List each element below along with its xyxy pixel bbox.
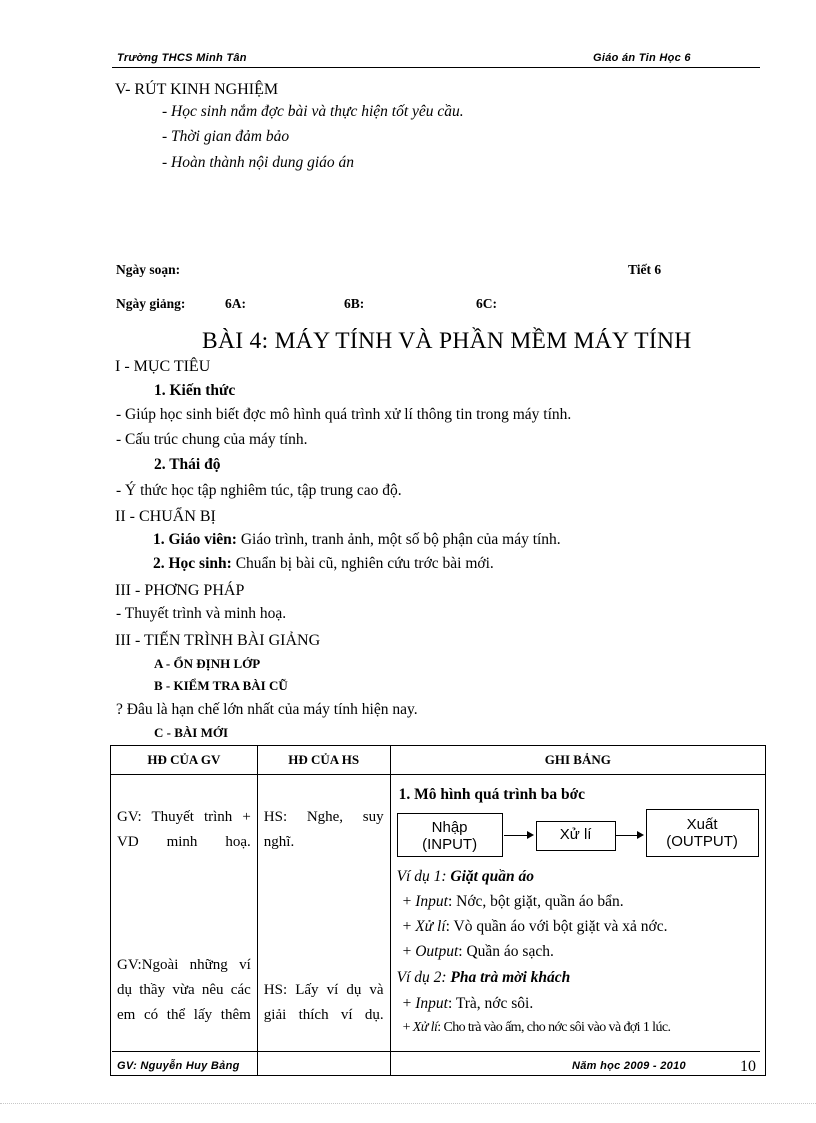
- col-header-board: GHI BẢNG: [390, 746, 765, 775]
- teacher-activity-2: GV:Ngoài những ví dụ thầy vừa nêu các em có thể lấy thêm: [117, 957, 251, 1023]
- teacher-prep: [153, 531, 561, 549]
- experience-item-1: - Học sinh nắm đợc bài và thực hiện tốt yêu cầu.: [162, 103, 464, 120]
- review-question: ? Đâu là hạn chế lớn nhất của máy tính hiện nay.: [116, 701, 418, 718]
- example-1-output: + Output: Quần áo sạch.: [402, 943, 554, 960]
- page-number: 10: [740, 1058, 756, 1075]
- arrowhead-2: [637, 831, 644, 839]
- arrowhead-1: [527, 831, 534, 839]
- arrow-input-process: [504, 835, 527, 836]
- knowledge-item-1: - Giúp học sinh biết đợc mô hình quá trình xử lí thông tin trong máy tính.: [116, 406, 572, 423]
- period-label: Tiết 6: [628, 262, 662, 277]
- student-prep-text: Chuẩn bị bài cũ, nghiên cứu trớc bài mới.: [231, 555, 494, 572]
- board-cell: [390, 775, 765, 1076]
- header-subject: Giáo án Tin Học 6: [593, 52, 691, 64]
- class-6a: 6A:: [225, 296, 246, 311]
- student-prep-label: 2. Học sinh:: [153, 555, 232, 572]
- experience-title: V- RÚT KINH NGHIỆM: [115, 81, 279, 98]
- experience-item-2: - Thời gian đảm bảo: [162, 128, 290, 145]
- page-edge-divider: [0, 1103, 816, 1104]
- knowledge-item-2: - Cấu trúc chung của máy tính.: [116, 431, 308, 448]
- teacher-activity-1: GV: Thuyết trình + VD minh hoạ.: [117, 809, 251, 850]
- example-2-process-text: : Cho trà vào ấm, cho nớc sôi vào và đợi 1 lúc.: [437, 1020, 671, 1035]
- header-rule: [112, 67, 760, 68]
- input-box-line-1: Nhập: [431, 819, 468, 836]
- process-box: Xử lí: [536, 821, 616, 851]
- example-1-title: Giặt quần áo: [450, 868, 534, 885]
- teacher-prep-label: 1. Giáo viên:: [153, 531, 237, 548]
- step-c: C - BÀI MỚI: [154, 725, 229, 740]
- teacher-cell: [111, 775, 258, 1076]
- example-2-heading: [397, 969, 571, 987]
- attitude-item-1: - Ý thức học tập nghiêm túc, tập trung cao độ.: [116, 482, 402, 499]
- model-title: 1. Mô hình quá trình ba bớc: [398, 786, 586, 803]
- example-1-output-label: Output: [415, 943, 459, 960]
- student-activity-1: HS: Nghe, suy nghĩ.: [263, 809, 384, 850]
- table-row: [111, 775, 766, 1076]
- class-6c: 6C:: [476, 296, 497, 311]
- student-cell: [257, 775, 390, 1076]
- example-1-input: + Input: Nớc, bột giặt, quần áo bẩn.: [402, 893, 624, 910]
- example-2-process-label: Xử lí: [412, 1020, 438, 1035]
- footer-teacher: GV: Nguyễn Huy Bảng: [117, 1060, 240, 1072]
- method-text: - Thuyết trình và minh hoạ.: [116, 605, 287, 622]
- col-header-student: HĐ CỦA HS: [257, 746, 390, 775]
- experience-item-3: - Hoàn thành nội dung giáo án: [162, 154, 355, 171]
- output-box: [646, 809, 759, 857]
- arrow-process-output: [615, 835, 637, 836]
- output-box-line-1: Xuất: [686, 816, 718, 833]
- example-1-label: Ví dụ 1: [396, 868, 442, 885]
- date-taught-label: Ngày giảng:: [116, 296, 186, 311]
- example-1-process-label: Xử lí: [415, 918, 446, 935]
- example-1-process: + Xử lí: Vò quần áo với bột giặt và xả nớc.: [402, 918, 668, 935]
- example-1-heading: Ví dụ 1: Giặt quần áo: [396, 868, 534, 885]
- example-2-input-text: : Trà, nớc sôi.: [447, 995, 534, 1012]
- example-1-input-text: : Nớc, bột giặt, quần áo bẩn.: [447, 893, 624, 910]
- example-2-title: Pha trà mời khách: [450, 969, 571, 986]
- objectives-title: I - MỤC TIÊU: [115, 358, 211, 375]
- input-box-line-2: (INPUT): [422, 836, 478, 853]
- teacher-prep-text: Giáo trình, tranh ảnh, một số bộ phận của máy tính.: [236, 531, 561, 548]
- output-box-line-2: (OUTPUT): [666, 833, 738, 850]
- method-title: III - PHƠNG PHÁP: [115, 582, 245, 599]
- student-prep: [153, 555, 494, 573]
- class-6b: 6B:: [344, 296, 365, 311]
- footer-rule: [112, 1051, 760, 1052]
- step-a: A - ỔN ĐỊNH LỚP: [154, 656, 261, 671]
- table-header-row: [111, 746, 766, 775]
- example-1-process-text: : Vò quần áo với bột giặt và xả nớc.: [445, 918, 668, 935]
- example-1-output-text: : Quần áo sạch.: [458, 943, 554, 960]
- example-1-input-label: Input: [415, 893, 448, 910]
- input-box: [397, 813, 503, 857]
- example-2-input-label: Input: [415, 995, 448, 1012]
- procedure-title: III - TIẾN TRÌNH BÀI GIẢNG: [115, 632, 321, 649]
- footer-school-year: Năm học 2009 - 2010: [572, 1060, 686, 1072]
- header-school: Trường THCS Minh Tân: [117, 52, 247, 64]
- lesson-table: [110, 745, 766, 1076]
- example-2-process: + Xử lí: Cho trà vào ấm, cho nớc sôi vào và đợi 1 lúc.: [402, 1020, 671, 1035]
- step-b: B - KIỂM TRA BÀI CŨ: [154, 678, 288, 693]
- lesson-title: BÀI 4: MÁY TÍNH VÀ PHẦN MỀM MÁY TÍNH: [202, 328, 692, 354]
- preparation-title: II - CHUẨN BỊ: [115, 508, 216, 525]
- knowledge-title: 1. Kiến thức: [154, 382, 236, 399]
- date-prepared-label: Ngày soạn:: [116, 262, 181, 277]
- attitude-title: 2. Thái độ: [154, 456, 221, 473]
- example-2-input: + Input: Trà, nớc sôi.: [402, 995, 534, 1012]
- student-activity-2: HS: Lấy ví dụ và giải thích ví dụ.: [263, 982, 384, 1023]
- example-2-label: Ví dụ 2:: [396, 969, 447, 986]
- col-header-teacher: HĐ CỦA GV: [111, 746, 258, 775]
